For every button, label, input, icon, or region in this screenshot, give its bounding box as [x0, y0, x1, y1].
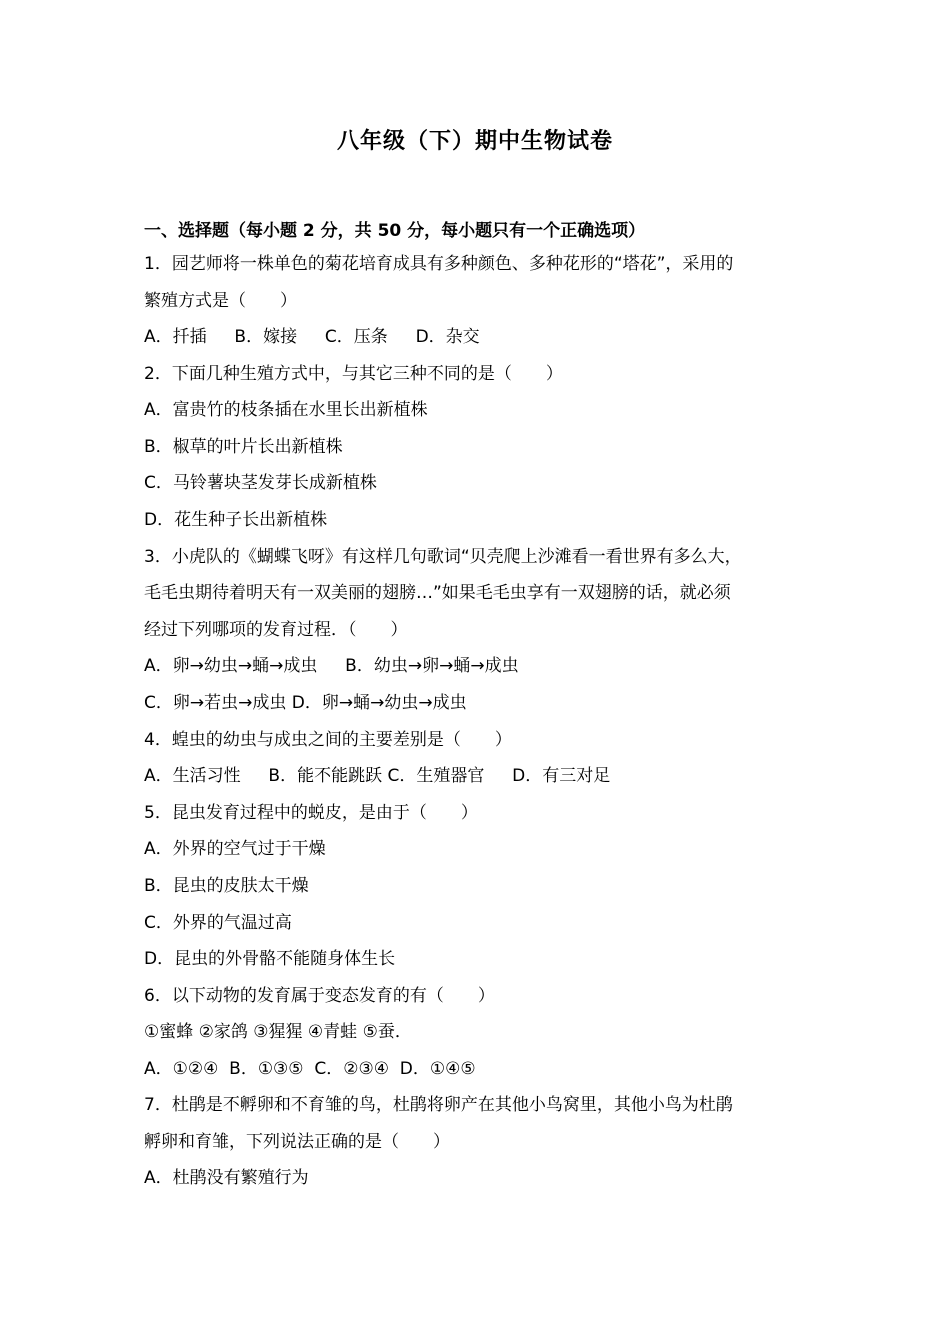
question-line: 4．蝗虫的幼虫与成虫之间的主要差别是（ ） [144, 730, 512, 750]
option-line: A．扦插 B．嫁接 C．压条 D．杂交 [144, 327, 480, 347]
option-line: B．椒草的叶片长出新植株 [144, 437, 343, 457]
question-line: 繁殖方式是（ ） [144, 291, 297, 311]
option-line: A．外界的空气过于干燥 [144, 839, 326, 859]
option-line: A．富贵竹的枝条插在水里长出新植株 [144, 400, 428, 420]
question-line: 1．园艺师将一株单色的菊花培育成具有多种颜色、多种花形的“塔花”，采用的 [144, 254, 734, 274]
option-line: D．昆虫的外骨骼不能随身体生长 [144, 949, 396, 969]
section-heading: 一、选择题（每小题 2 分，共 50 分，每小题只有一个正确选项） [144, 221, 646, 241]
option-line: A．杜鹃没有繁殖行为 [144, 1168, 309, 1188]
question-line: 2．下面几种生殖方式中，与其它三种不同的是（ ） [144, 364, 563, 384]
question-line: 5．昆虫发育过程中的蜕皮，是由于（ ） [144, 803, 478, 823]
question-line: 7．杜鹃是不孵卵和不育雏的鸟，杜鹃将卵产在其他小鸟窝里，其他小鸟为杜鹃 [144, 1095, 733, 1115]
question-line: 3．小虎队的《蝴蝶飞呀》有这样几句歌词“贝壳爬上沙滩看一看世界有多么大， [144, 547, 742, 567]
option-line: B．昆虫的皮肤太干燥 [144, 876, 309, 896]
option-line: A．卵→幼虫→蛹→成虫 B．幼虫→卵→蛹→成虫 [144, 656, 519, 676]
option-line: A．生活习性 B．能不能跳跃 C．生殖器官 D．有三对足 [144, 766, 611, 786]
option-line: C．马铃薯块茎发芽长成新植株 [144, 473, 377, 493]
option-line: C．卵→若虫→成虫 D．卵→蛹→幼虫→成虫 [144, 693, 467, 713]
question-line: ①蜜蜂 ②家鸽 ③猩猩 ④青蛙 ⑤蚕． [144, 1022, 412, 1042]
question-line: 经过下列哪项的发育过程．（ ） [144, 620, 408, 640]
question-line: 6．以下动物的发育属于变态发育的有（ ） [144, 986, 495, 1006]
question-line: 孵卵和育雏，下列说法正确的是（ ） [144, 1132, 450, 1152]
option-line: D．花生种子长出新植株 [144, 510, 328, 530]
page-title: 八年级（下）期中生物试卷 [336, 129, 613, 154]
question-line: 毛毛虫期待着明天有一双美丽的翅膀…”如果毛毛虫享有一双翅膀的话，就必须 [144, 583, 731, 603]
option-line: C．外界的气温过高 [144, 913, 292, 933]
option-line: A．①②④ B．①③⑤ C．②③④ D．①④⑤ [144, 1059, 476, 1079]
